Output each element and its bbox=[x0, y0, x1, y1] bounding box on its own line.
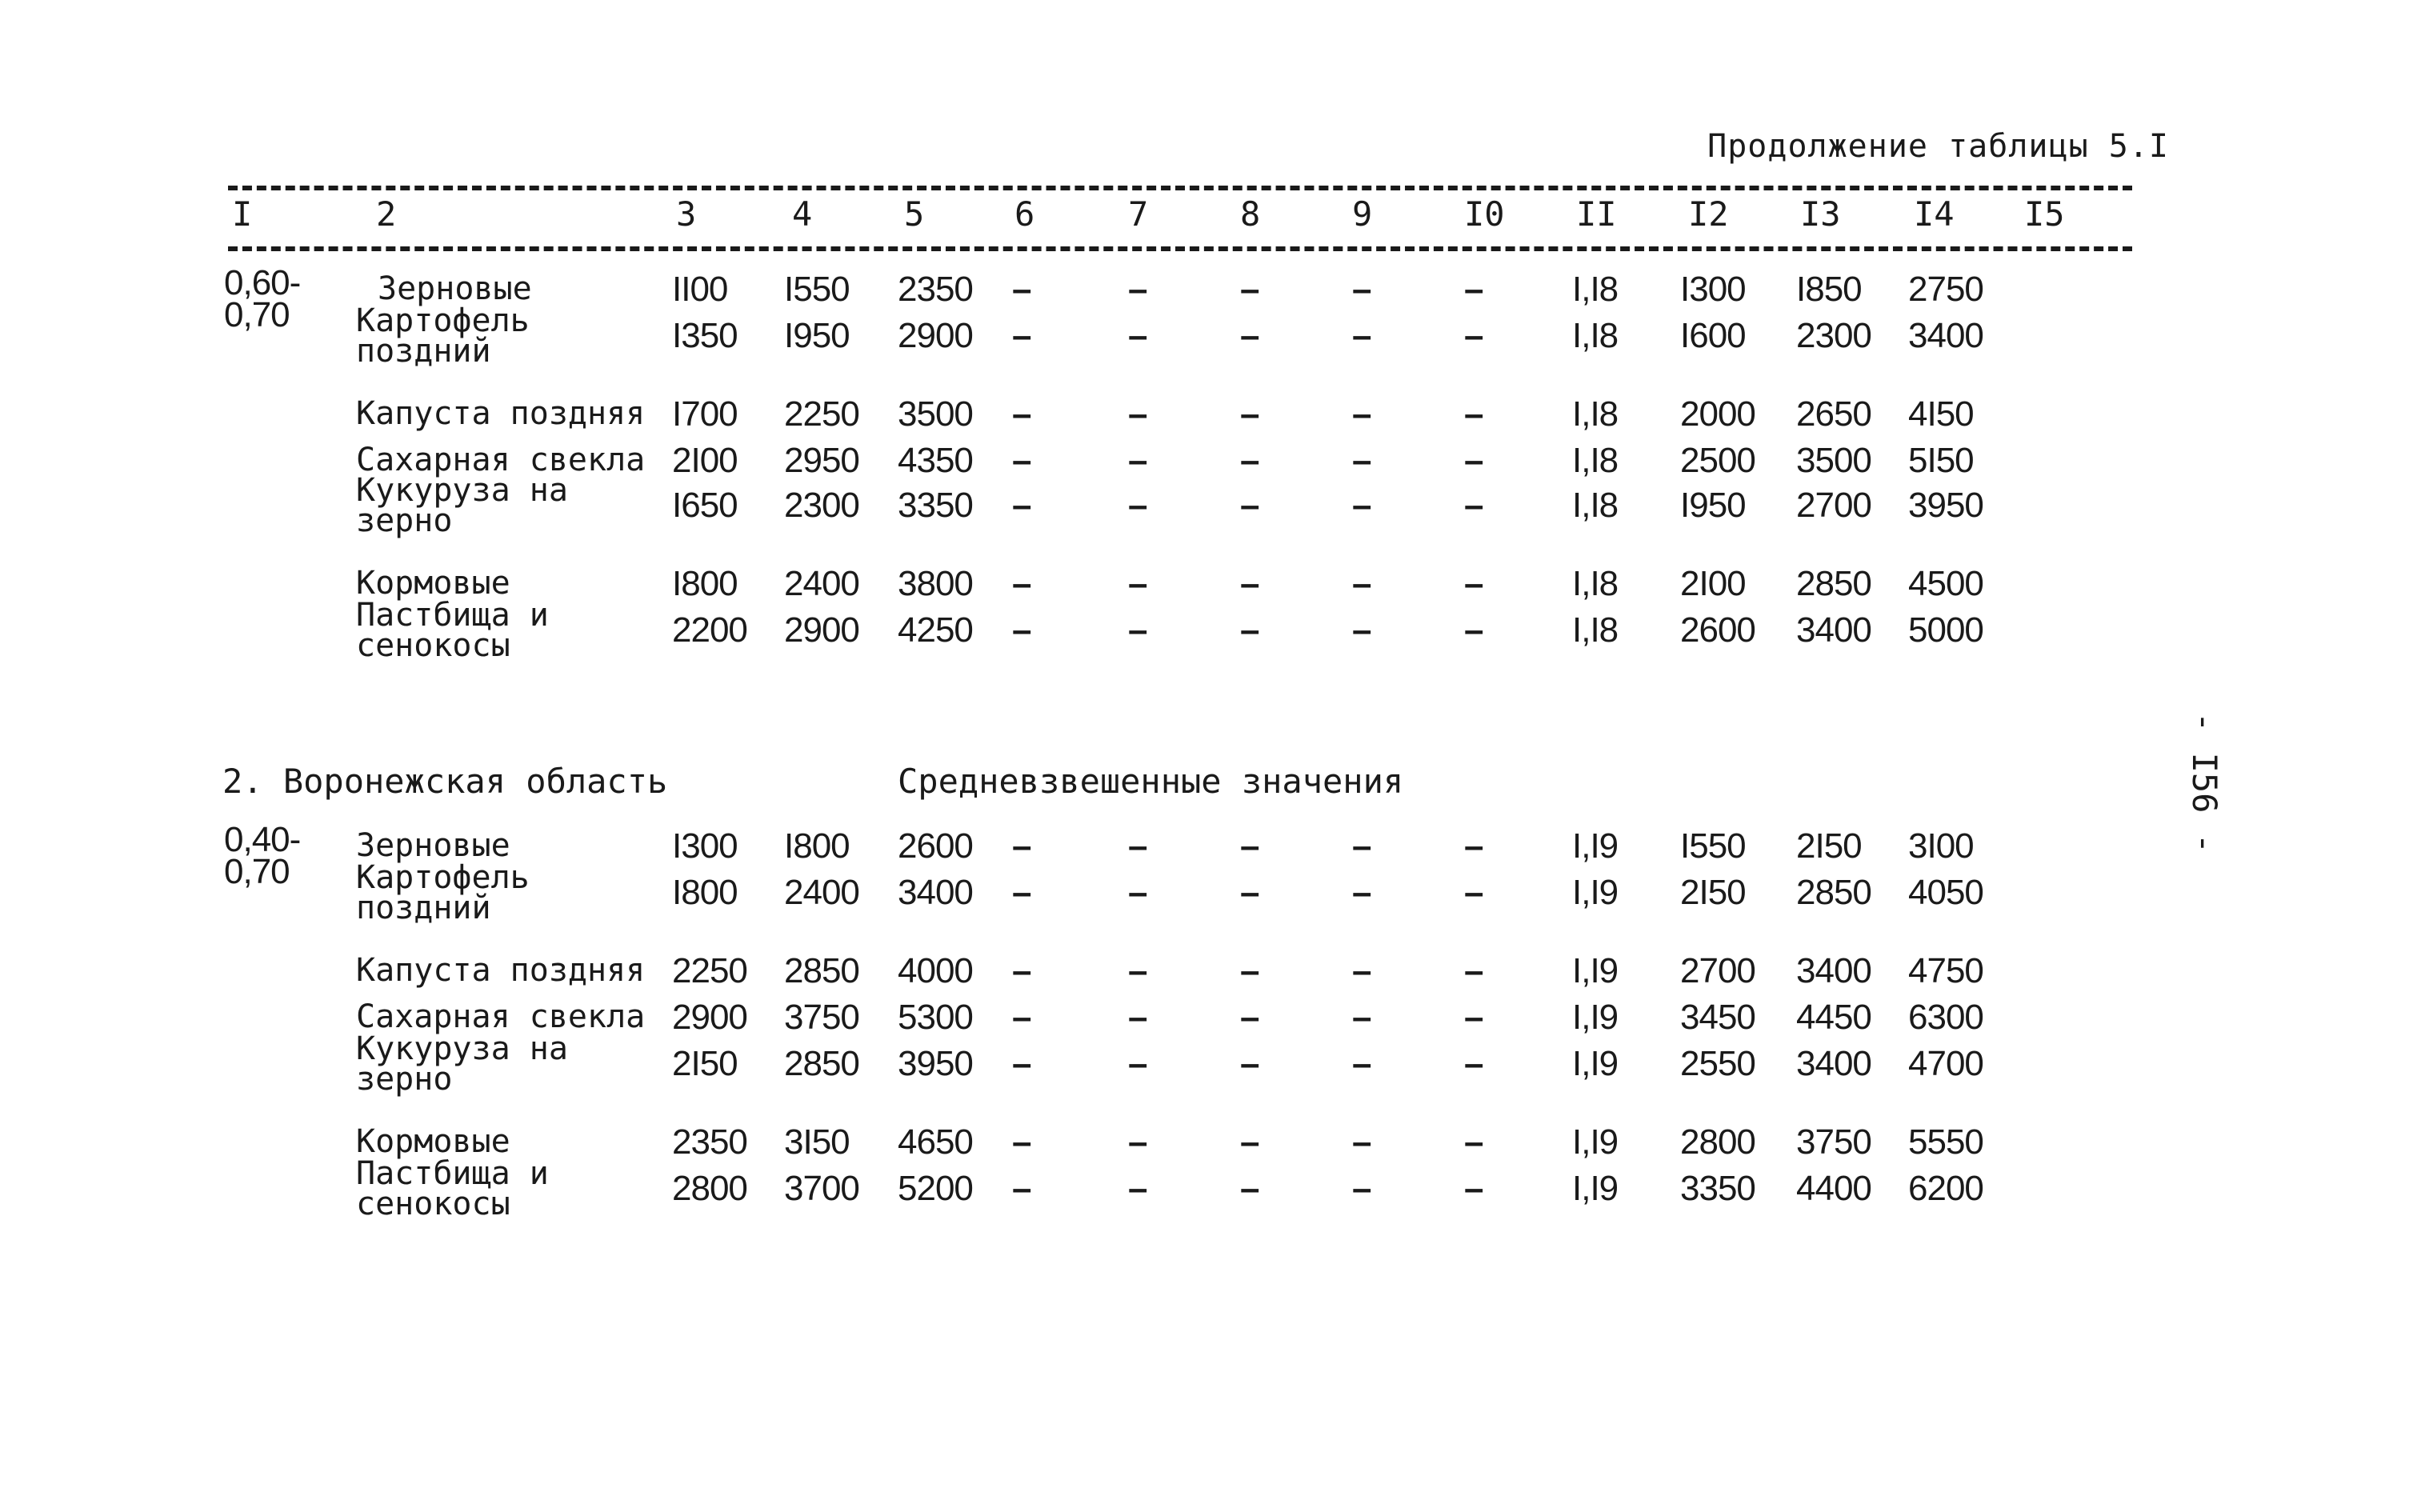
table-cell: 3400 bbox=[1796, 1044, 1871, 1083]
crop-name bbox=[356, 472, 568, 539]
table-cell: – bbox=[1352, 873, 1371, 912]
crop-name bbox=[356, 302, 530, 370]
table-cell: 2400 bbox=[784, 873, 859, 912]
crop-name bbox=[356, 827, 510, 864]
table-cell: – bbox=[1012, 486, 1031, 525]
table-cell: 2900 bbox=[898, 316, 973, 355]
table-cell: I850 bbox=[1796, 270, 1862, 309]
table-cell: – bbox=[1128, 1169, 1147, 1208]
table-cell: – bbox=[1464, 1044, 1483, 1083]
table-cell: I,I8 bbox=[1572, 564, 1619, 603]
table-cell: 2850 bbox=[1796, 564, 1871, 603]
table-cell: 2I50 bbox=[1680, 873, 1746, 912]
table-cell: I,I9 bbox=[1572, 1122, 1619, 1162]
header-cell-11: II bbox=[1576, 194, 1617, 234]
table-cell: 3I00 bbox=[1908, 826, 1974, 866]
table-cell: – bbox=[1128, 826, 1147, 866]
crop-name-line: Картофель bbox=[356, 302, 530, 339]
table-cell: 6300 bbox=[1908, 998, 1983, 1037]
table-cell: 2850 bbox=[1796, 873, 1871, 912]
table-cell: – bbox=[1352, 1169, 1371, 1208]
range-value: 0,70 bbox=[224, 295, 290, 334]
table-cell: 3I50 bbox=[784, 1122, 850, 1162]
table-cell: 2350 bbox=[898, 270, 973, 309]
table-cell: 3500 bbox=[898, 394, 973, 434]
header-cell-13: I3 bbox=[1800, 194, 1841, 234]
table-cell: 2900 bbox=[784, 610, 859, 650]
crop-name-line: Зерновые bbox=[356, 827, 510, 864]
table-cell: I700 bbox=[672, 394, 738, 434]
crop-name-line: Капуста поздняя bbox=[356, 395, 646, 432]
crop-name-line: Зерновые bbox=[378, 270, 532, 307]
table-cell: 2200 bbox=[672, 610, 747, 650]
table-cell: 2850 bbox=[784, 951, 859, 990]
table-cell: – bbox=[1352, 610, 1371, 650]
table-cell: – bbox=[1240, 873, 1259, 912]
table-cell: 3500 bbox=[1796, 441, 1871, 480]
table-cell: – bbox=[1128, 951, 1147, 990]
table-cell: I950 bbox=[784, 316, 850, 355]
table-cell: I,I8 bbox=[1572, 316, 1619, 355]
table-cell: – bbox=[1240, 610, 1259, 650]
table-cell: 2900 bbox=[672, 998, 747, 1037]
crop-name bbox=[356, 859, 530, 926]
section-title: 2. Воронежская область bbox=[222, 762, 668, 801]
table-cell: – bbox=[1012, 316, 1031, 355]
table-cell: – bbox=[1240, 826, 1259, 866]
table-cell: – bbox=[1464, 998, 1483, 1037]
table-cell: – bbox=[1240, 316, 1259, 355]
table-cell: I,I9 bbox=[1572, 951, 1619, 990]
table-cell: 3700 bbox=[784, 1169, 859, 1208]
table-cell: – bbox=[1012, 873, 1031, 912]
table-cell: – bbox=[1012, 826, 1031, 866]
table-cell: 2400 bbox=[784, 564, 859, 603]
table-cell: – bbox=[1352, 441, 1371, 480]
table-cell: 2750 bbox=[1908, 270, 1983, 309]
table-cell: 3400 bbox=[1796, 610, 1871, 650]
crop-name-line: Пастбища и bbox=[356, 1155, 549, 1192]
crop-name bbox=[356, 1123, 510, 1160]
table-cell: I300 bbox=[672, 826, 738, 866]
table-cell: 3350 bbox=[898, 486, 973, 525]
table-cell: – bbox=[1012, 1169, 1031, 1208]
table-cell: 2950 bbox=[784, 441, 859, 480]
table-cell: – bbox=[1128, 998, 1147, 1037]
crop-name bbox=[356, 1155, 549, 1222]
table-row bbox=[0, 597, 2409, 678]
table-cell: I550 bbox=[784, 270, 850, 309]
crop-name-line: Сахарная свекла bbox=[356, 442, 646, 478]
table-cell: 4750 bbox=[1908, 951, 1983, 990]
table-cell: 5I50 bbox=[1908, 441, 1974, 480]
table-cell: – bbox=[1464, 394, 1483, 434]
table-cell: – bbox=[1464, 610, 1483, 650]
table-cell: I,I8 bbox=[1572, 270, 1619, 309]
table-cell: – bbox=[1012, 394, 1031, 434]
table-cell: – bbox=[1128, 316, 1147, 355]
table-cell: – bbox=[1352, 564, 1371, 603]
table-cell: 5300 bbox=[898, 998, 973, 1037]
table-cell: 5550 bbox=[1908, 1122, 1983, 1162]
crop-name-line: поздний bbox=[356, 890, 491, 926]
header-cell-3: 3 bbox=[676, 194, 697, 234]
table-cell: 2500 bbox=[1680, 441, 1755, 480]
table-cell: – bbox=[1352, 1044, 1371, 1083]
table-cell: – bbox=[1012, 610, 1031, 650]
table-cell: 2350 bbox=[672, 1122, 747, 1162]
table-cell: 2650 bbox=[1796, 394, 1871, 434]
header-cell-12: I2 bbox=[1688, 194, 1729, 234]
table-cell: – bbox=[1012, 998, 1031, 1037]
crop-name bbox=[356, 442, 646, 478]
table-cell: I,I8 bbox=[1572, 441, 1619, 480]
table-cell: – bbox=[1464, 1122, 1483, 1162]
table-cell: I800 bbox=[672, 873, 738, 912]
table-cell: 2300 bbox=[1796, 316, 1871, 355]
crop-name-line: Кукуруза на bbox=[356, 1030, 568, 1067]
table-cell: I300 bbox=[1680, 270, 1746, 309]
header-cell-15: I5 bbox=[2024, 194, 2065, 234]
header-cell-9: 9 bbox=[1352, 194, 1373, 234]
header-cell-10: I0 bbox=[1464, 194, 1505, 234]
table-cell: – bbox=[1128, 270, 1147, 309]
table-cell: 3800 bbox=[898, 564, 973, 603]
crop-name-line: Сахарная свекла bbox=[356, 998, 646, 1035]
table-cell: – bbox=[1128, 1122, 1147, 1162]
table-cell: 3450 bbox=[1680, 998, 1755, 1037]
table-cell: – bbox=[1464, 564, 1483, 603]
table-cell: 2I50 bbox=[672, 1044, 738, 1083]
table-cell: – bbox=[1240, 270, 1259, 309]
table-cell: – bbox=[1012, 1122, 1031, 1162]
table-cell: 3350 bbox=[1680, 1169, 1755, 1208]
table-cell: 2I00 bbox=[672, 441, 738, 480]
range-value: 0,60- bbox=[224, 263, 301, 302]
table-cell: – bbox=[1128, 486, 1147, 525]
table-cell: – bbox=[1464, 826, 1483, 866]
crop-name-line: Кормовые bbox=[356, 1123, 510, 1160]
table-cell: – bbox=[1352, 394, 1371, 434]
table-cell: 2600 bbox=[1680, 610, 1755, 650]
crop-name bbox=[378, 270, 532, 307]
table-cell: – bbox=[1240, 564, 1259, 603]
crop-name-line: Пастбища и bbox=[356, 597, 549, 634]
table-cell: 4450 bbox=[1796, 998, 1871, 1037]
table-cell: – bbox=[1012, 441, 1031, 480]
crop-name-line: сенокосы bbox=[356, 627, 510, 664]
table-cell: 2I50 bbox=[1796, 826, 1862, 866]
table-cell: 4250 bbox=[898, 610, 973, 650]
table-cell: 4650 bbox=[898, 1122, 973, 1162]
table-row bbox=[0, 1155, 2409, 1237]
table-cell: – bbox=[1352, 270, 1371, 309]
table-cell: 2850 bbox=[784, 1044, 859, 1083]
table-cell: I,I9 bbox=[1572, 998, 1619, 1037]
table-cell: 2250 bbox=[672, 951, 747, 990]
header-cell-5: 5 bbox=[904, 194, 925, 234]
table-cell: 2300 bbox=[784, 486, 859, 525]
table-cell: – bbox=[1240, 951, 1259, 990]
table-cell: – bbox=[1128, 1044, 1147, 1083]
table-cell: 3750 bbox=[784, 998, 859, 1037]
table-cell: 2I00 bbox=[1680, 564, 1746, 603]
section-subtitle: Средневзвешенные значения bbox=[898, 762, 1404, 801]
table-cell: I600 bbox=[1680, 316, 1746, 355]
crop-name-line: Кормовые bbox=[356, 565, 510, 602]
crop-name-line: Капуста поздняя bbox=[356, 952, 646, 989]
table-cell: I800 bbox=[672, 564, 738, 603]
table-cell: I800 bbox=[784, 826, 850, 866]
table-cell: 6200 bbox=[1908, 1169, 1983, 1208]
table-cell: – bbox=[1128, 610, 1147, 650]
header-bottom-rule bbox=[228, 246, 2132, 251]
table-cell: 3400 bbox=[1796, 951, 1871, 990]
table-cell: I550 bbox=[1680, 826, 1746, 866]
table-cell: I,I9 bbox=[1572, 873, 1619, 912]
table-cell: – bbox=[1128, 873, 1147, 912]
table-cell: – bbox=[1464, 270, 1483, 309]
table-cell: 4350 bbox=[898, 441, 973, 480]
header-cell-4: 4 bbox=[792, 194, 813, 234]
header-cell-7: 7 bbox=[1128, 194, 1149, 234]
table-row bbox=[0, 1030, 2409, 1112]
table-cell: I350 bbox=[672, 316, 738, 355]
table-cell: I,I9 bbox=[1572, 826, 1619, 866]
header-cell-6: 6 bbox=[1014, 194, 1035, 234]
table-cell: – bbox=[1128, 394, 1147, 434]
table-cell: 5000 bbox=[1908, 610, 1983, 650]
table-cell: 4500 bbox=[1908, 564, 1983, 603]
table-cell: I,I8 bbox=[1572, 486, 1619, 525]
table-cell: 4050 bbox=[1908, 873, 1983, 912]
crop-name bbox=[356, 597, 549, 664]
table-cell: I950 bbox=[1680, 486, 1746, 525]
table-cell: – bbox=[1240, 486, 1259, 525]
table-cell: I,I9 bbox=[1572, 1169, 1619, 1208]
table-cell: 4I50 bbox=[1908, 394, 1974, 434]
crop-name-line: зерно bbox=[356, 1061, 453, 1098]
table-cell: 3400 bbox=[898, 873, 973, 912]
table-header bbox=[0, 194, 2409, 262]
header-cell-8: 8 bbox=[1240, 194, 1261, 234]
table-cell: – bbox=[1352, 486, 1371, 525]
header-top-rule bbox=[228, 186, 2132, 190]
table-cell: – bbox=[1012, 270, 1031, 309]
table-row bbox=[0, 472, 2409, 554]
crop-name bbox=[356, 952, 646, 989]
table-cell: – bbox=[1240, 1044, 1259, 1083]
table-cell: 2800 bbox=[1680, 1122, 1755, 1162]
table-cell: I650 bbox=[672, 486, 738, 525]
table-cell: I,I8 bbox=[1572, 394, 1619, 434]
table-cell: II00 bbox=[672, 270, 728, 309]
table-cell: 2000 bbox=[1680, 394, 1755, 434]
table-cell: – bbox=[1464, 873, 1483, 912]
table-cell: 5200 bbox=[898, 1169, 973, 1208]
table-cell: 2250 bbox=[784, 394, 859, 434]
table-cell: – bbox=[1240, 1122, 1259, 1162]
crop-name bbox=[356, 395, 646, 432]
table-cell: 2550 bbox=[1680, 1044, 1755, 1083]
crop-name-line: Картофель bbox=[356, 859, 530, 896]
table-cell: – bbox=[1464, 316, 1483, 355]
table-cell: – bbox=[1128, 564, 1147, 603]
table-cell: – bbox=[1352, 826, 1371, 866]
range-value: 0,40- bbox=[224, 820, 301, 859]
table-cell: I,I8 bbox=[1572, 610, 1619, 650]
table-cell: I,I9 bbox=[1572, 1044, 1619, 1083]
table-cell: 2800 bbox=[672, 1169, 747, 1208]
table-cell: – bbox=[1464, 1169, 1483, 1208]
table-cell: – bbox=[1352, 998, 1371, 1037]
table-cell: – bbox=[1464, 951, 1483, 990]
table-cell: 2600 bbox=[898, 826, 973, 866]
page-number: - I56 - bbox=[2185, 712, 2224, 854]
range-value: 0,70 bbox=[224, 852, 290, 891]
table-cell: 3400 bbox=[1908, 316, 1983, 355]
crop-name-line: поздний bbox=[356, 333, 491, 370]
table-cell: 2700 bbox=[1680, 951, 1755, 990]
table-cell: – bbox=[1464, 486, 1483, 525]
table-cell: – bbox=[1012, 564, 1031, 603]
header-cell-14: I4 bbox=[1914, 194, 1955, 234]
crop-name bbox=[356, 565, 510, 602]
table-cell: – bbox=[1464, 441, 1483, 480]
header-cell-2: 2 bbox=[376, 194, 397, 234]
table-cell: – bbox=[1128, 441, 1147, 480]
table-cell: 4700 bbox=[1908, 1044, 1983, 1083]
table-cell: 3750 bbox=[1796, 1122, 1871, 1162]
crop-name-line: зерно bbox=[356, 502, 453, 539]
table-cell: 2700 bbox=[1796, 486, 1871, 525]
crop-name bbox=[356, 998, 646, 1035]
header-cell-1: I bbox=[232, 194, 253, 234]
table-cell: – bbox=[1012, 1044, 1031, 1083]
table-cell: 3950 bbox=[898, 1044, 973, 1083]
table-cell: – bbox=[1352, 951, 1371, 990]
table-cell: – bbox=[1012, 951, 1031, 990]
table-cell: – bbox=[1352, 316, 1371, 355]
table-cell: – bbox=[1240, 394, 1259, 434]
table-cell: 4400 bbox=[1796, 1169, 1871, 1208]
crop-name-line: сенокосы bbox=[356, 1186, 510, 1222]
table-cell: – bbox=[1352, 1122, 1371, 1162]
table-cell: 3950 bbox=[1908, 486, 1983, 525]
table-cell: – bbox=[1240, 441, 1259, 480]
table-caption: Продолжение таблицы 5.I bbox=[1707, 128, 2169, 165]
table-cell: 4000 bbox=[898, 951, 973, 990]
crop-name bbox=[356, 1030, 568, 1098]
table-cell: – bbox=[1240, 1169, 1259, 1208]
crop-name-line: Кукуруза на bbox=[356, 472, 568, 509]
table-cell: – bbox=[1240, 998, 1259, 1037]
